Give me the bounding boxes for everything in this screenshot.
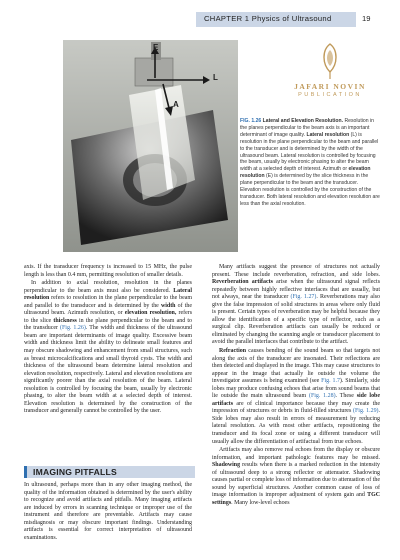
paragraph: axis. If the transducer frequency is increased to 15 MHz, the pulse length is less than 0.4 mm, permitting resolution of smaller details. <box>24 264 192 278</box>
label-a: A <box>173 100 179 109</box>
paragraph: Artifacts may also remove real echoes from the display or obscure information, and important pathologic features may be missed. Shadowing results when there is a marked reduction in the intensity of ultrasound deep to a strong reflector or attenuator. Shadowing causes partial or complete loss of information due to attenuation of the sound by superficial structures. Another common cause of loss of image information is improper adjustment of system gain and TGC settings. Many low-level echoes <box>212 447 380 506</box>
caption-term: Lateral resolution <box>306 131 350 138</box>
section-title: IMAGING PITFALLS <box>33 467 117 477</box>
left-column <box>24 264 192 417</box>
figure-link[interactable]: (Fig. 1.27) <box>290 294 317 301</box>
logo-name: JAFARI NOVIN <box>294 82 366 91</box>
figure-link[interactable]: Fig. 1.7 <box>321 378 340 385</box>
figure-caption <box>240 118 380 208</box>
transducer-icon <box>135 58 173 86</box>
caption-text: (L) is resolution in the plane perpendicular to the beam and parallel to the transducer and is determined by the width of the ultrasound beam. Lateral resolution is controlled by focusing the beam, usually by electronic phasing to alter the beam width at a selected depth of interest. Azimuth or <box>240 131 379 173</box>
beam-illustration <box>63 40 238 252</box>
caption-term: elevation resolution <box>240 166 371 180</box>
figure-link[interactable]: (Fig. 1.28) <box>308 393 336 400</box>
caption-title: Lateral and Elevation Resolution. <box>262 118 344 124</box>
label-l: L <box>213 73 218 82</box>
label-e: E <box>153 43 159 52</box>
caption-figure-number: FIG. 1.26 <box>240 118 262 124</box>
caption-text: Resolution in the planes perpendicular to the beam axis is an important determinant of image quality. <box>240 118 374 138</box>
paragraph: In ultrasound, perhaps more than in any other imaging method, the quality of the information obtained is determined by the user's ability to recognize and avoid artifacts and pitfalls. Many imaging artifacts are induced by errors in scanning technique or improper use of the instrument and therefore are preventable. Artifacts may cause misdiagnosis or may obscure important findings. Understanding artifacts is essential for correct interpretation of ultrasound examinations. <box>24 482 192 541</box>
logo-subtitle: PUBLICATION <box>298 92 362 98</box>
paragraph: Refraction causes bending of the sound beam so that targets not along the axis of the transducer are insonated. Their reflections are then detected and displayed in the image. This may cause structures to appear in the image that actually lie outside the volume the investigator assumes is being examined (see Fig. 1.7). Similarly, side lobes may produce confusing echoes that arise from sound beams that lie outside the main ultrasound beam (Fig. 1.28). These side lobe artifacts are of clinical importance because they may create the impression of structures or debris in fluid-filled structures (Fig. 1.29). Side lobes may also result in errors of measurement by reducing lateral resolution. As with most other artifacts, repositioning the transducer and its focal zone or using a different transducer will usually allow the differentiation of artifactual from true echoes. <box>212 348 381 445</box>
figure-1-26 <box>63 40 238 252</box>
running-header <box>0 0 400 27</box>
right-column <box>212 264 380 509</box>
section-heading <box>24 466 195 478</box>
caption-text: (E) is determined by the slice thickness in the plane perpendicular to the beam and the transducer. Elevation resolution is controlled by the construction of the transducer. Both lateral resolution and elevation resolution are less than the axial resolution. <box>240 173 380 207</box>
logo-seal-icon <box>318 42 342 80</box>
paragraph: In addition to axial resolution, resolution in the planes perpendicular to the beam axis must also be considered. Lateral resolution refers to resolution in the plane perpendicular to the beam and parallel to the transducer and is determined by the width of the ultrasound beam. Azimuth resolution, or elevation resolution, refers to the slice thickness in the plane perpendicular to the beam and to the transducer (Fig. 1.26). The width and thickness of the ultrasound beam are important determinants of image quality. Excessive beam width and thickness limit the ability to delineate small features and may obscure shadowing and enhancement from small structures, such as breast microcalcifications and small thyroid cysts. The width and thickness of the ultrasound beam determine lateral resolution and elevation resolution, respectively. Lateral and elevation resolutions are significantly poorer than the axial resolution of the beam. Lateral resolution is controlled by focusing the beam, usually by electronic phasing, to alter the beam width at a selected depth of interest. Elevation resolution is determined by the construction of the transducer and generally cannot be controlled by the user. <box>24 280 193 415</box>
publisher-logo <box>280 40 380 110</box>
paragraph: Many artifacts suggest the presence of structures not actually present. These include reverberation, refraction, and side lobes. Reverberation artifacts arise when the ultrasound signal reflects repeatedly between highly reflective interfaces that are usually, but not always, near the transducer (Fig. 1.27). Reverberations may also give the false impression of solid structures in areas where only fluid is present. Certain types of reverberation may be helpful because they allow the identification of a specific type of reflector, such as a surgical clip. Reverberation artifacts can usually be reduced or eliminated by changing the scanning angle or transducer placement to avoid the parallel interfaces that contribute to the artifact. <box>212 264 381 346</box>
pitfalls-text <box>24 482 192 543</box>
figure-link[interactable]: (Fig. 1.29) <box>353 408 379 415</box>
figure-link[interactable]: (Fig. 1.26) <box>60 325 86 332</box>
chapter-title: CHAPTER 1 Physics of Ultrasound <box>204 14 332 23</box>
page-number: 19 <box>362 14 371 23</box>
